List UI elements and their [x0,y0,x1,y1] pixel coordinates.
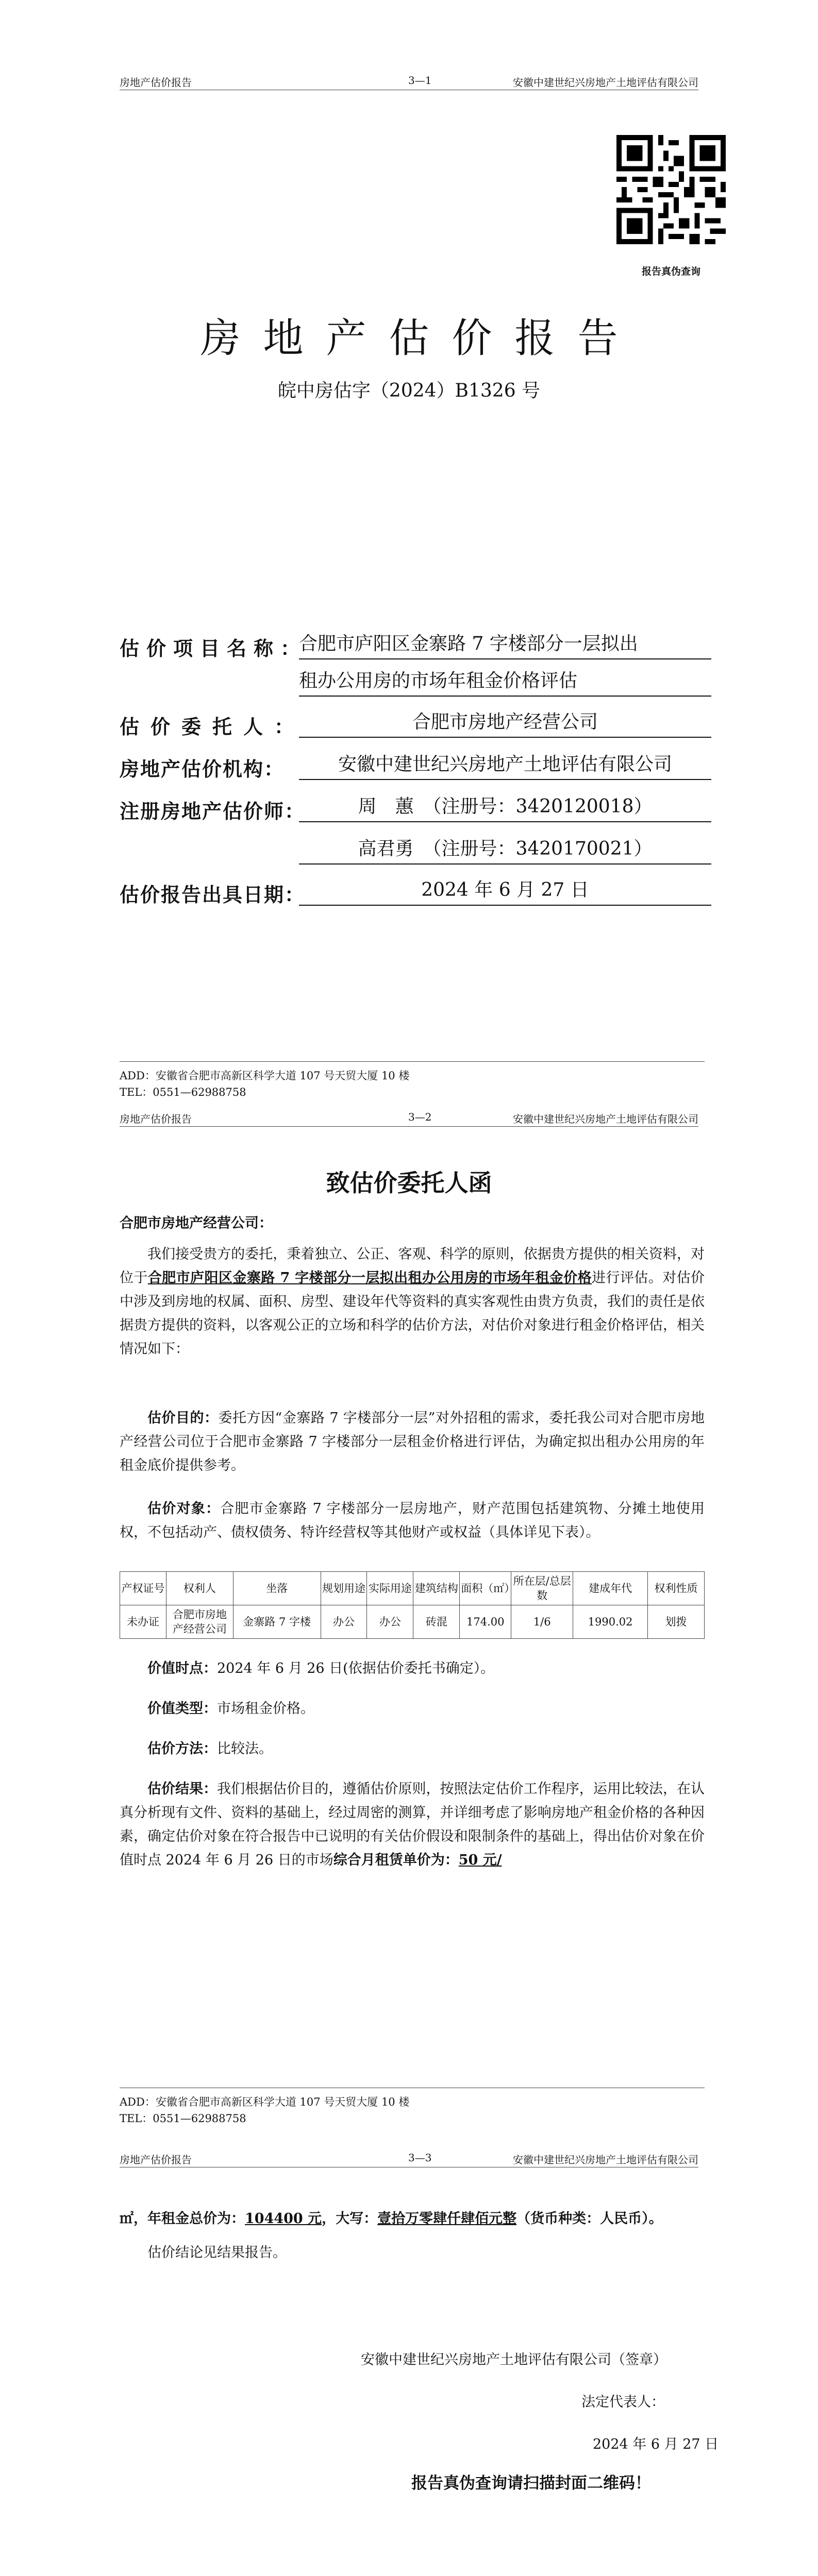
report-title: 房地产估价报告 [200,315,641,362]
letter-purpose [120,1406,705,1478]
field-value-project-line1: 合肥市庐阳区金寨路 7 字楼部分一层拟出 [299,630,711,659]
header-page-number: 3—3 [408,2151,432,2164]
table-cell: 合肥市房地产经营公司 [166,1605,233,1639]
field-value-appraiser-2: 高君勇 （注册号：3420170021） [299,835,711,865]
table-cell: 1990.02 [573,1605,648,1639]
page-letter [0,1103,818,2143]
result-unit-label: 综合月租赁单价为： [333,1852,459,1868]
table-row [120,1605,705,1639]
qr-caption: 报告真伪查询 [641,266,700,277]
object-label: 估价对象： [147,1501,221,1517]
letter-value-type [120,1697,705,1721]
intro-text-a: 我们接受贵方的委托，秉着独立、公正、客观、科学的原则，依据贵方提供的相关资料，对位于 [120,1246,705,1286]
purpose-label: 估价目的： [147,1410,219,1426]
table-header-cell: 权利人 [166,1572,233,1605]
cont-capital-label: ，大写： [322,2211,378,2227]
footer-tel: TEL：0551—62988758 [120,2112,246,2125]
object-text: 合肥市金寨路 7 字楼部分一层房地产，财产范围包括建筑物、分摊土地使用权，不包括动产、债权债务、特许经营权等其他财产或权益（具体详见下表）。 [120,1501,705,1540]
result-continued [120,2207,705,2231]
field-value-project-line2: 租办公用房的市场年租金价格评估 [299,667,711,697]
field-label-project: 估价项目名称： [120,637,308,660]
signer-name: 安徽中建世纪兴房地产土地评估有限公司（签章） [361,2352,667,2368]
field-label-date: 估价报告出具日期： [120,883,306,906]
header-page-number: 3—1 [408,74,432,87]
scan-note: 报告真伪查询请扫描封面二维码！ [411,2474,651,2493]
table-cell: 174.00 [460,1605,511,1639]
letter-title: 致估价委托人函 [326,1169,492,1197]
intro-subject: 合肥市庐阳区金寨路 7 字楼部分一层拟出租办公用房的市场年租金价格 [147,1270,592,1286]
table-header-cell: 建筑结构 [413,1572,460,1605]
page-header [120,1108,698,1127]
field-label-client: 估价委托人： [120,715,306,738]
method-label: 估价方法： [147,1741,217,1757]
letter-result [120,1777,705,1872]
header-left: 房地产估价报告 [120,76,192,89]
cont-unit: ㎡，年租金总价为： [120,2211,245,2227]
header-right: 安徽中建世纪兴房地产土地评估有限公司 [513,1113,698,1125]
table-header-cell: 所在层/总层数 [511,1572,573,1605]
table-header-cell: 坐落 [233,1572,321,1605]
property-table [120,1571,705,1639]
letter-value-date [120,1657,705,1681]
header-left: 房地产估价报告 [120,2154,192,2166]
intro-text-c: 进行评估。对估价中涉及到房地的权属、面积、房型、建设年代等资料的真实客观性由贵方负责，我们的责任是依据贵方提供的资料，以客观公正的立场和科学的估价方法，对估价对象进行租金价格评估，相关情况如下： [120,1270,705,1357]
field-value-client: 合肥市房地产经营公司 [299,708,711,738]
field-value-date: 2024 年 6 月 27 日 [299,876,711,906]
value-type-text: 市场租金价格。 [217,1701,314,1717]
table-cell: 办公 [367,1605,413,1639]
legal-representative: 法定代表人： [581,2394,665,2410]
page-letter-continued [0,2143,818,2576]
result-unit-value: 50 元/ [458,1852,502,1868]
table-cell: 办公 [321,1605,367,1639]
method-text: 比较法。 [217,1741,273,1757]
table-header-cell: 产权证号 [120,1572,166,1605]
table-header-row [120,1572,705,1605]
value-date-label: 价值时点： [147,1660,217,1676]
qr-code-icon[interactable] [616,135,726,244]
table-header-cell: 建成年代 [573,1572,648,1605]
sign-date: 2024 年 6 月 27 日 [593,2436,719,2452]
letter-method [120,1737,705,1761]
header-left: 房地产估价报告 [120,1113,192,1125]
footer-address: ADD：安徽省合肥市高新区科学大道 107 号天贸大厦 10 楼 [120,1070,410,1082]
table-header-cell: 面积（㎡） [460,1572,511,1605]
table-cell: 划拨 [648,1605,705,1639]
header-page-number: 3—2 [408,1111,432,1123]
page-cover [0,0,818,1098]
field-value-agency: 安徽中建世纪兴房地产土地评估有限公司 [299,750,711,780]
table-cell: 金寨路 7 字楼 [233,1605,321,1639]
letter-intro [120,1243,705,1361]
table-header-cell: 规划用途 [321,1572,367,1605]
page-header [120,2148,698,2167]
value-type-label: 价值类型： [147,1701,217,1717]
field-label-agency: 房地产估价机构： [120,757,285,781]
letter-object [120,1497,705,1545]
cont-currency: （货币种类：人民币）。 [516,2211,663,2227]
value-date-text: 2024 年 6 月 26 日(依据估价委托书确定）。 [217,1660,495,1676]
field-label-appraisers: 注册房地产估价师： [120,800,306,823]
footer-divider [120,1061,705,1062]
annual-rent-capital: 壹拾万零肆仟肆佰元整 [377,2211,517,2227]
footer-tel: TEL：0551—62988758 [120,1086,246,1098]
table-header-cell: 权利性质 [648,1572,705,1605]
conclusion-note: 估价结论见结果报告。 [147,2245,287,2261]
header-right: 安徽中建世纪兴房地产土地评估有限公司 [513,76,698,89]
table-cell: 1/6 [511,1605,573,1639]
field-value-appraiser-1: 周 蕙 （注册号：3420120018） [299,792,711,822]
table-header-cell: 实际用途 [367,1572,413,1605]
footer-address: ADD：安徽省合肥市高新区科学大道 107 号天贸大厦 10 楼 [120,2096,410,2108]
page-header [120,71,698,90]
table-cell: 未办证 [120,1605,166,1639]
table-cell: 砖混 [413,1605,460,1639]
purpose-text: 委托方因“金寨路 7 字楼部分一层”对外招租的需求，委托我公司对合肥市房地产经营公司位于合肥市金寨路 7 字楼部分一层租金价格进行评估，为确定拟出租办公用房的年租金底价提供参考。 [120,1410,705,1473]
report-number: 皖中房估字（2024）B1326 号 [277,380,541,401]
header-right: 安徽中建世纪兴房地产土地评估有限公司 [513,2154,698,2166]
result-label: 估价结果： [147,1781,218,1797]
result-text: 我们根据估价目的，遵循估价原则，按照法定估价工作程序，运用比较法，在认真分析现有文件、资料的基础上，经过周密的测算，并详细考虑了影响房地产租金价格的各种因素，确定估价对象在符合报告中已说明的有关估价假设和限制条件的基础上，得出估价对象在价值时点 2024 年 6 月 26 日的市场 [120,1781,705,1868]
annual-rent-total: 104400 元 [245,2211,322,2227]
letter-salutation: 合肥市房地产经营公司： [120,1215,273,1231]
